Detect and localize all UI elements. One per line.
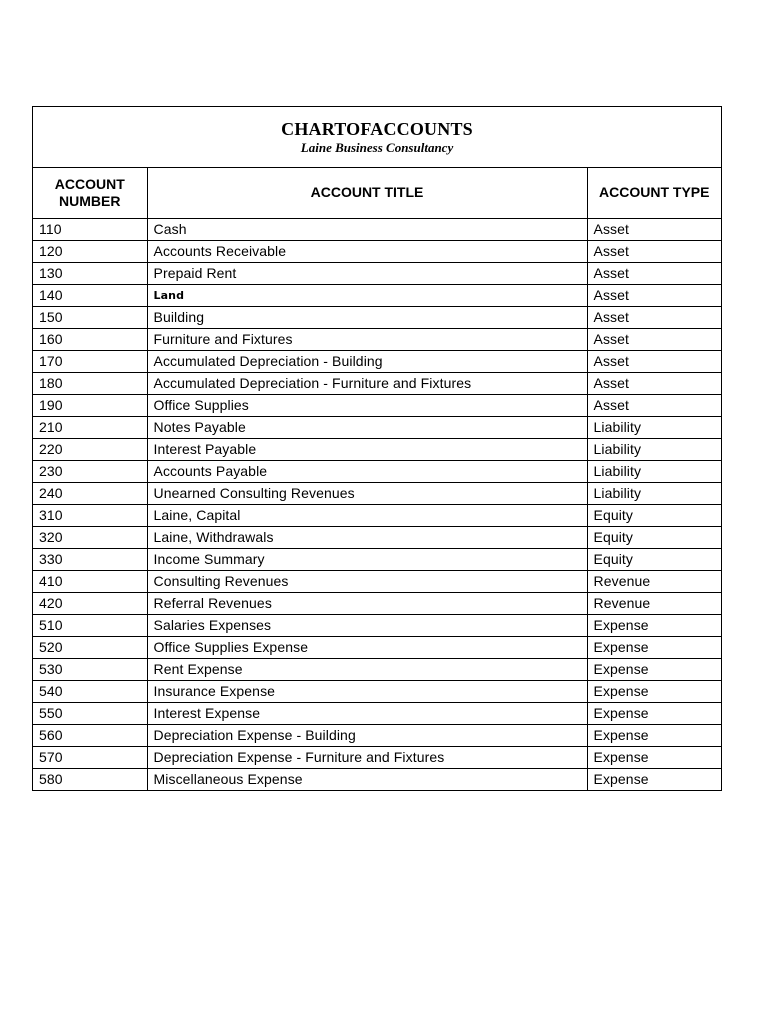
account-type-cell: Expense	[587, 702, 721, 724]
account-number-cell: 510	[33, 614, 147, 636]
account-type-cell: Revenue	[587, 570, 721, 592]
table-row	[33, 592, 721, 614]
account-number-cell: 160	[33, 328, 147, 350]
account-title-cell: Cash	[147, 218, 587, 240]
account-type-cell: Asset	[587, 372, 721, 394]
account-type-cell: Asset	[587, 284, 721, 306]
chart-of-accounts-sheet	[32, 106, 722, 791]
table-row	[33, 636, 721, 658]
account-title-cell: Building	[147, 306, 587, 328]
account-type-cell: Expense	[587, 614, 721, 636]
account-number-cell: 180	[33, 372, 147, 394]
account-number-cell: 150	[33, 306, 147, 328]
account-number-cell: 170	[33, 350, 147, 372]
table-row	[33, 614, 721, 636]
account-number-cell: 530	[33, 658, 147, 680]
table-row	[33, 482, 721, 504]
account-number-cell: 560	[33, 724, 147, 746]
table-row	[33, 394, 721, 416]
title-block	[33, 107, 721, 168]
account-number-cell: 420	[33, 592, 147, 614]
table-row	[33, 218, 721, 240]
table-row	[33, 548, 721, 570]
account-title-cell: Land	[147, 284, 587, 306]
account-title-cell: Laine, Capital	[147, 504, 587, 526]
account-type-cell: Expense	[587, 768, 721, 790]
account-title-cell: Consulting Revenues	[147, 570, 587, 592]
account-title-cell: Interest Expense	[147, 702, 587, 724]
table-row	[33, 746, 721, 768]
account-title-cell: Accumulated Depreciation - Building	[147, 350, 587, 372]
account-title-cell: Notes Payable	[147, 416, 587, 438]
account-title-cell: Prepaid Rent	[147, 262, 587, 284]
account-title-cell: Depreciation Expense - Furniture and Fixtures	[147, 746, 587, 768]
account-number-cell: 410	[33, 570, 147, 592]
account-number-cell: 310	[33, 504, 147, 526]
account-title-cell: Miscellaneous Expense	[147, 768, 587, 790]
table-row	[33, 526, 721, 548]
table-row	[33, 284, 721, 306]
account-type-cell: Revenue	[587, 592, 721, 614]
account-title-cell: Furniture and Fixtures	[147, 328, 587, 350]
account-type-cell: Liability	[587, 438, 721, 460]
account-number-cell: 320	[33, 526, 147, 548]
account-title-cell: Accounts Payable	[147, 460, 587, 482]
document-subtitle: Laine Business Consultancy	[300, 140, 454, 155]
header-row	[33, 168, 721, 218]
account-number-cell: 540	[33, 680, 147, 702]
account-number-cell: 570	[33, 746, 147, 768]
account-title-cell: Accounts Receivable	[147, 240, 587, 262]
account-number-cell: 190	[33, 394, 147, 416]
account-type-cell: Liability	[587, 416, 721, 438]
account-number-cell: 210	[33, 416, 147, 438]
account-type-cell: Expense	[587, 658, 721, 680]
account-type-cell: Equity	[587, 526, 721, 548]
accounts-table	[33, 168, 721, 790]
account-number-cell: 230	[33, 460, 147, 482]
account-type-cell: Equity	[587, 504, 721, 526]
account-title-cell: Salaries Expenses	[147, 614, 587, 636]
account-type-cell: Equity	[587, 548, 721, 570]
table-row	[33, 658, 721, 680]
account-number-cell: 120	[33, 240, 147, 262]
header-account-type: ACCOUNT TYPE	[587, 168, 721, 218]
account-type-cell: Asset	[587, 218, 721, 240]
account-title-cell: Office Supplies	[147, 394, 587, 416]
table-row	[33, 306, 721, 328]
account-type-cell: Expense	[587, 724, 721, 746]
account-title-cell: Depreciation Expense - Building	[147, 724, 587, 746]
table-row	[33, 372, 721, 394]
account-type-cell: Expense	[587, 680, 721, 702]
table-row	[33, 262, 721, 284]
account-type-cell: Liability	[587, 482, 721, 504]
account-number-cell: 580	[39, 770, 63, 787]
table-row	[33, 350, 721, 372]
account-type-cell: Asset	[587, 306, 721, 328]
table-body	[33, 218, 721, 790]
account-type-cell: Asset	[587, 240, 721, 262]
account-number-cell: 130	[33, 262, 147, 284]
header-account-number: ACCOUNT NUMBER	[33, 168, 147, 218]
account-title-cell: Interest Payable	[147, 438, 587, 460]
account-title-cell: Accumulated Depreciation - Furniture and Fixtures	[147, 372, 587, 394]
account-number-cell: 220	[33, 438, 147, 460]
account-number-cell: 330	[33, 548, 147, 570]
table-row	[33, 570, 721, 592]
table-row	[33, 240, 721, 262]
table-row	[33, 416, 721, 438]
table-row	[33, 724, 721, 746]
header-account-title: ACCOUNT TITLE	[147, 168, 587, 218]
account-title-cell: Rent Expense	[147, 658, 587, 680]
table-row	[33, 328, 721, 350]
account-title-cell: Insurance Expense	[147, 680, 587, 702]
account-type-cell: Expense	[587, 636, 721, 658]
account-type-cell: Asset	[587, 350, 721, 372]
account-title-cell: Referral Revenues	[147, 592, 587, 614]
table-row	[33, 504, 721, 526]
account-type-cell: Expense	[587, 746, 721, 768]
account-number-cell: 140	[33, 284, 147, 306]
table-row	[33, 768, 721, 790]
account-type-cell: Liability	[587, 460, 721, 482]
table-row	[33, 680, 721, 702]
table-row	[33, 702, 721, 724]
account-number-cell: 110	[33, 218, 147, 240]
account-title-cell: Income Summary	[147, 548, 587, 570]
table-row	[33, 438, 721, 460]
account-title-cell: Laine, Withdrawals	[147, 526, 587, 548]
account-type-cell: Asset	[587, 394, 721, 416]
account-title-cell: Office Supplies Expense	[147, 636, 587, 658]
document-title: CHARTOFACCOUNTS	[281, 119, 473, 139]
account-type-cell: Asset	[587, 328, 721, 350]
account-number-cell: 520	[33, 636, 147, 658]
account-number-cell: 240	[33, 482, 147, 504]
account-title-cell: Unearned Consulting Revenues	[147, 482, 587, 504]
account-number-cell: 550	[33, 702, 147, 724]
account-type-cell: Asset	[587, 262, 721, 284]
table-row	[33, 460, 721, 482]
